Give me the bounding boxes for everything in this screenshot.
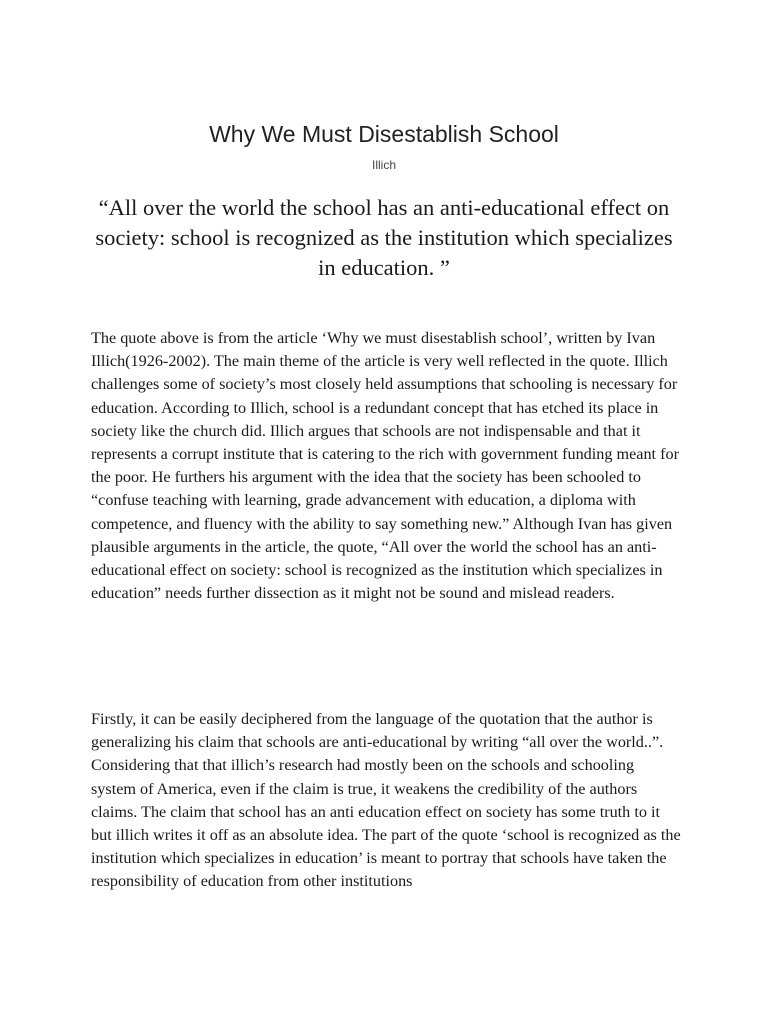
document-author: Illich [371,158,396,172]
document-title: Why We Must Disestablish School [209,121,559,147]
body-paragraph: Firstly, it can be easily deciphered from the language of the quotation that the author is generalizing his claim that schools are anti-educational by writing “all over the world..”. Considering that that illich’s research had mostly been on the schools and schooling system of America, even if the claim is true, it weakens the credibility of the authors claims. The claim that school has an anti education effect on society has some truth to it but illich writes it off as an absolute idea. The part of the quote ‘school is recognized as the institution which specializes in education’ is meant to portray that schools have taken the responsibility of education from other institutions [91,710,681,891]
pull-quote: “All over the world the school has an anti-educational effect on society: school is recognized as the institution which specializes in education. ” [95,195,673,280]
body-paragraph: The quote above is from the article ‘Why we must disestablish school’, written by Ivan Illich(1926-2002). The main theme of the article is very well reflected in the quote. Illich challenges some of society’s most closely held assumptions that schooling is necessary for education. According to Illich, school is a redundant concept that has etched its place in society like the church did. Illich argues that schools are not indispensable and that it represents a corrupt institute that is catering to the rich with government funding meant for the poor. He furthers his argument with the idea that the society has been schooled to “confuse teaching with learning, grade advancement with education, a diploma with competence, and fluency with the ability to say something new.” Although Ivan has given plausible arguments in the article, the quote, “All over the world the school has an anti-educational effect on society: school is recognized as the institution which specializes in education” needs further dissection as it might not be sound and mislead readers. [91,329,679,603]
